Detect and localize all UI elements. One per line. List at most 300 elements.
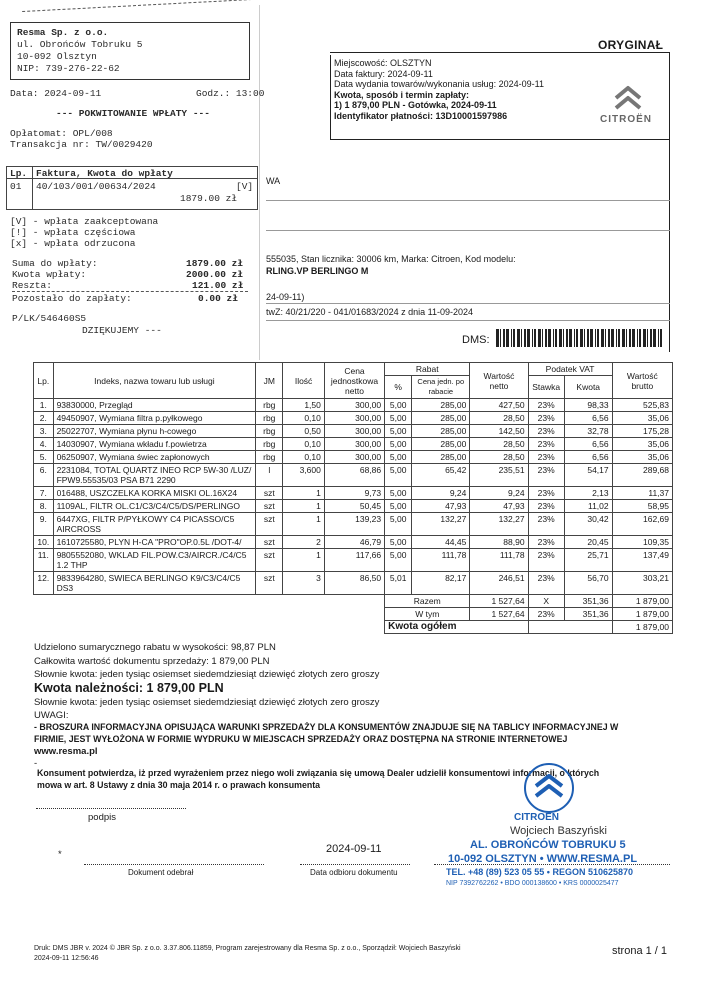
barcode-bar: [608, 329, 610, 347]
cell-cena: 300,00: [324, 451, 384, 464]
cell-cena: 117,66: [324, 549, 384, 572]
barcode-bar: [601, 329, 604, 347]
cell-pct: 5,00: [385, 451, 412, 464]
cell-cena: 50,45: [324, 500, 384, 513]
cell-lp: 1.: [34, 399, 54, 412]
col-cena: Cena jednostkowa netto: [324, 363, 384, 399]
cell-ilosc: 1: [283, 487, 325, 500]
cell-stawka: 23%: [528, 399, 564, 412]
cell-pct: 5,00: [385, 513, 412, 536]
items-body: [34, 399, 673, 634]
info-kwota-value: 1) 1 879,00 PLN - Gotówka, 2024-09-11: [334, 100, 497, 110]
barcode-bar: [618, 329, 620, 347]
barcode-bar: [524, 329, 526, 347]
cell-jm: rbg: [256, 438, 283, 451]
cell-cena: 86,50: [324, 572, 384, 595]
cell-ilosc: 3,600: [283, 464, 325, 487]
barcode-bar: [626, 329, 627, 347]
table-row: [34, 464, 673, 487]
barcode-bar: [580, 329, 583, 347]
barcode-bar: [542, 329, 543, 347]
cell-ilosc: 1: [283, 513, 325, 536]
col-indeks: Indeks, nazwa towaru lub usługi: [53, 363, 256, 399]
cell-cena: 68,86: [324, 464, 384, 487]
cell-jm: szt: [256, 487, 283, 500]
cell-lp: 7.: [34, 487, 54, 500]
barcode-bar: [595, 329, 596, 347]
receipt-sum-divider: [12, 291, 248, 292]
info-miejscowosc: Miejscowość: OLSZTYN: [334, 58, 432, 68]
summary-konsument-1: Konsument potwierdza, iż przed wyrażeniem przez niego woli związania się umową Dealer udzielił konsumentowi informacji, o których: [37, 768, 600, 778]
receipt-kwota-label: Kwota wpłaty:: [12, 269, 87, 280]
summary-calkowita: Całkowita wartość dokumentu sprzedaży: 1 879,00 PLN: [34, 656, 270, 667]
cell-lp: 5.: [34, 451, 54, 464]
cell-po: 82,17: [412, 572, 470, 595]
barcode-bar: [532, 329, 533, 347]
cell-name: 06250907, Wymiana świec zapłonowych: [53, 451, 256, 464]
partial-divider: [266, 200, 670, 201]
cell-name: 49450907, Wymiana filtra p.pyłkowego: [53, 412, 256, 425]
receipt-ref: P/LK/546460S5: [12, 313, 87, 324]
barcode-bar: [637, 329, 638, 347]
cell-name: 2231084, TOTAL QUARTZ INEO RCP 5W-30 /LUZ/ FPW9.55535/03 PSA B71 2290: [53, 464, 256, 487]
receipt-seller-street: ul. Obrońców Tobruku 5: [17, 39, 143, 50]
cell-ilosc: 1: [283, 549, 325, 572]
barcode-bar: [647, 329, 648, 347]
cell-jm: rbg: [256, 399, 283, 412]
cell-ilosc: 2: [283, 536, 325, 549]
cell-lp: 6.: [34, 464, 54, 487]
col-kwota: Kwota: [564, 376, 612, 399]
cell-netto: 28,50: [470, 438, 528, 451]
info-kwota-label: Kwota, sposób i termin zapłaty:: [334, 89, 470, 100]
cell-ilosc: 3: [283, 572, 325, 595]
receipt-row-faktura: 40/103/001/00634/2024: [36, 181, 156, 192]
cell-pct: 5,00: [385, 412, 412, 425]
receipt-operator: Opłatomat: OPL/008: [10, 128, 113, 139]
col-rabat-cena: Cena jedn. po rabacie: [412, 376, 470, 399]
barcode-bar: [496, 329, 499, 347]
cell-ilosc: 0,50: [283, 425, 325, 438]
stamp-line-3: TEL. +48 (89) 523 05 55 • REGON 510625870: [446, 867, 634, 877]
cell-pct: 5,00: [385, 464, 412, 487]
cell-lp: 3.: [34, 425, 54, 438]
cell-pct: 5,00: [385, 536, 412, 549]
summary-rabat: Udzielono sumarycznego rabatu w wysokości: 98,87 PLN: [34, 642, 276, 653]
cell-kwota: 98,33: [564, 399, 612, 412]
citroen-logo: [596, 78, 660, 128]
partial-wa: WA: [266, 176, 281, 186]
data-odbioru-label: Data odbioru dokumentu: [310, 868, 398, 877]
receipt-suma-value: 1879.00 zł: [186, 258, 244, 269]
stamp-brand: CITROËN: [514, 812, 559, 823]
receipt-title: --- POKWITOWANIE WPŁATY ---: [56, 108, 210, 119]
cell-jm: szt: [256, 513, 283, 536]
cell-name: 6447XG, FILTR P/PYŁKOWY C4 PICASSO/C5 AIRCROSS: [53, 513, 256, 536]
cell-brutto: 109,35: [612, 536, 672, 549]
cell-kwota: 30,42: [564, 513, 612, 536]
cell-po: 65,42: [412, 464, 470, 487]
summary-uwagi: UWAGI:: [34, 710, 69, 721]
cell-lp: 2.: [34, 412, 54, 425]
receipt-thanks: DZIĘKUJEMY ---: [82, 325, 162, 336]
wtym-netto: 1 527,64: [470, 608, 528, 621]
barcode-bar: [584, 329, 585, 347]
receipt-items-vline: [32, 166, 33, 210]
cell-stawka: 23%: [528, 536, 564, 549]
col-wartosc-netto: Wartość netto: [470, 363, 528, 399]
wtym-spacer: [34, 608, 385, 621]
barcode-bar: [629, 329, 631, 347]
barcode-bar: [566, 329, 568, 347]
table-row: [34, 438, 673, 451]
barcode-bar: [538, 329, 541, 347]
summary-www: www.resma.pl: [34, 746, 98, 757]
razem-stawka: X: [528, 595, 564, 608]
cell-jm: l: [256, 464, 283, 487]
cell-netto: 235,51: [470, 464, 528, 487]
podpis-line: [36, 808, 186, 809]
cell-po: 285,00: [412, 425, 470, 438]
wtym-row: [34, 608, 673, 621]
cell-brutto: 35,06: [612, 451, 672, 464]
cell-stawka: 23%: [528, 513, 564, 536]
cell-stawka: 23%: [528, 425, 564, 438]
cell-brutto: 162,69: [612, 513, 672, 536]
cell-po: 47,93: [412, 500, 470, 513]
cell-brutto: 35,06: [612, 412, 672, 425]
receipt-tear-line: [22, 0, 252, 12]
barcode-bar: [534, 329, 536, 347]
receipt-col-faktura: Faktura, Kwota do wpłaty: [36, 168, 173, 179]
barcode: [496, 329, 666, 347]
cell-lp: 4.: [34, 438, 54, 451]
col-brutto: Wartość brutto: [612, 363, 672, 399]
col-vat: Podatek VAT: [528, 363, 612, 376]
cell-kwota: 2,13: [564, 487, 612, 500]
cell-netto: 28,50: [470, 412, 528, 425]
cell-name: 14030907, Wymiana wkładu f.powietrza: [53, 438, 256, 451]
footer-timestamp: 2024-09-11 12:56:46: [34, 955, 99, 962]
barcode-bar: [632, 329, 635, 347]
barcode-bar: [553, 329, 554, 347]
cell-name: 1109AL, FILTR OL.C1/C3/C4/C5/DS/PERLINGO: [53, 500, 256, 513]
receipt-seller-nip: NIP: 739-276-22-62: [17, 63, 120, 74]
partial-model: RLING.VP BERLINGO M: [266, 266, 369, 276]
cell-cena: 139,23: [324, 513, 384, 536]
barcode-bar: [639, 329, 641, 347]
cell-jm: rbg: [256, 412, 283, 425]
receipt-reszta-value: 121.00 zł: [192, 280, 244, 291]
receipt-reszta-label: Reszta:: [12, 280, 52, 291]
cell-kwota: 20,45: [564, 536, 612, 549]
kwota-ogolem-value: 1 879,00: [612, 621, 672, 634]
col-ilosc: Ilość: [283, 363, 325, 399]
col-rabat: Rabat: [385, 363, 470, 376]
razem-kwota: 351,36: [564, 595, 612, 608]
cell-cena: 300,00: [324, 399, 384, 412]
cell-kwota: 11,02: [564, 500, 612, 513]
partial-date: 24-09-11): [266, 292, 305, 302]
razem-label: Razem: [385, 595, 470, 608]
barcode-bar: [513, 329, 515, 347]
podpis-label: podpis: [88, 812, 116, 823]
receipt-legend-partial: [!] - wpłata częściowa: [10, 227, 136, 238]
table-row: [34, 536, 673, 549]
cell-ilosc: 0,10: [283, 438, 325, 451]
cell-brutto: 35,06: [612, 438, 672, 451]
razem-row: [34, 595, 673, 608]
cell-ilosc: 0,10: [283, 412, 325, 425]
cell-brutto: 289,68: [612, 464, 672, 487]
col-stawka: Stawka: [528, 376, 564, 399]
original-label: ORYGINAŁ: [598, 38, 664, 52]
barcode-bar: [574, 329, 575, 347]
wtym-kwota: 351,36: [564, 608, 612, 621]
info-identyfikator: Identyfikator płatności: 13D10001597986: [334, 110, 508, 121]
barcode-bar: [653, 329, 656, 347]
partial-divider-4: [266, 320, 670, 321]
cell-pct: 5,00: [385, 487, 412, 500]
razem-spacer: [34, 595, 385, 608]
cell-stawka: 23%: [528, 438, 564, 451]
cell-jm: rbg: [256, 451, 283, 464]
cell-po: 285,00: [412, 399, 470, 412]
partial-vehicle: 555035, Stan licznika: 30006 km, Marka: Citroen, Kod modelu:: [266, 254, 516, 264]
barcode-bar: [517, 329, 520, 347]
barcode-bar: [569, 329, 572, 347]
signature-star: *: [58, 849, 62, 860]
barcode-bar: [500, 329, 501, 347]
barcode-bar: [605, 329, 606, 347]
cell-netto: 47,93: [470, 500, 528, 513]
items-table: [33, 362, 673, 634]
barcode-bar: [597, 329, 599, 347]
kwota-ogolem-row: [34, 621, 673, 634]
kwota-ogolem-spacer: [34, 621, 385, 634]
dms-label: DMS:: [462, 334, 490, 346]
barcode-bar: [555, 329, 557, 347]
cell-jm: rbg: [256, 425, 283, 438]
wtym-stawka: 23%: [528, 608, 564, 621]
cell-stawka: 23%: [528, 412, 564, 425]
cell-stawka: 23%: [528, 451, 564, 464]
cell-brutto: 525,83: [612, 399, 672, 412]
right-frame-line: [669, 52, 670, 352]
info-data-wydania: Data wydania towarów/wykonania usług: 2024-09-11: [334, 79, 544, 89]
cell-pct: 5,00: [385, 549, 412, 572]
cell-kwota: 25,71: [564, 549, 612, 572]
cell-ilosc: 0,10: [283, 451, 325, 464]
cell-netto: 88,90: [470, 536, 528, 549]
receipt-seller-city: 10-092 Olsztyn: [17, 51, 97, 62]
cell-netto: 246,51: [470, 572, 528, 595]
cell-lp: 10.: [34, 536, 54, 549]
barcode-bar: [650, 329, 652, 347]
barcode-bar: [658, 329, 659, 347]
cell-cena: 300,00: [324, 425, 384, 438]
stamp-line-4: NIP 7392762262 • BDO 000138600 • KRS 0000025477: [446, 880, 619, 887]
cell-cena: 300,00: [324, 438, 384, 451]
cell-lp: 12.: [34, 572, 54, 595]
cell-netto: 132,27: [470, 513, 528, 536]
invoice-info: [334, 58, 544, 121]
razem-netto: 1 527,64: [470, 595, 528, 608]
cell-pct: 5,00: [385, 399, 412, 412]
receipt-time: Godz.: 13:00: [196, 88, 265, 99]
receipt-legend-accepted: [V] - wpłata zaakceptowana: [10, 216, 159, 227]
cell-name: 93830000, Przegląd: [53, 399, 256, 412]
cell-netto: 111,78: [470, 549, 528, 572]
barcode-bar: [590, 329, 593, 347]
table-row: [34, 549, 673, 572]
cell-jm: szt: [256, 572, 283, 595]
cell-po: 285,00: [412, 438, 470, 451]
receipt-kwota-value: 2000.00 zł: [186, 269, 244, 280]
cell-stawka: 23%: [528, 549, 564, 572]
cell-po: 44,45: [412, 536, 470, 549]
cell-po: 285,00: [412, 412, 470, 425]
cell-stawka: 23%: [528, 572, 564, 595]
razem-brutto: 1 879,00: [612, 595, 672, 608]
cell-name: 016488, USZCZELKA KORKA MISKI OL.16X24: [53, 487, 256, 500]
barcode-bars: [496, 329, 666, 347]
receipt-pozostalo-value: 0.00 zł: [198, 293, 238, 304]
cell-kwota: 6,56: [564, 438, 612, 451]
barcode-bar: [545, 329, 547, 347]
barcode-bar: [548, 329, 551, 347]
barcode-bar: [576, 329, 578, 347]
cell-cena: 9,73: [324, 487, 384, 500]
table-row: [34, 487, 673, 500]
footer-druk: Druk: DMS JBR v. 2024 © JBR Sp. z o.o. 3.37.806.11859, Program zarejestrowany dla Resma Sp. z o.o., Sporządził: Wojciech Baszyński: [34, 945, 461, 952]
receipt-seller-box: [10, 22, 250, 80]
table-row: [34, 412, 673, 425]
cell-jm: szt: [256, 549, 283, 572]
col-lp: Lp.: [34, 363, 54, 399]
cell-brutto: 137,49: [612, 549, 672, 572]
wtym-brutto: 1 879,00: [612, 608, 672, 621]
col-jm: JM: [256, 363, 283, 399]
receipt-seller-name: Resma Sp. z o.o.: [17, 27, 109, 38]
cell-po: 9,24: [412, 487, 470, 500]
cell-stawka: 23%: [528, 500, 564, 513]
barcode-bar: [622, 329, 625, 347]
summary-slownie-2: Słownie kwota: jeden tysiąc osiemset siedemdziesiąt dziewięć złotych zero groszy: [34, 697, 380, 708]
cell-ilosc: 1,50: [283, 399, 325, 412]
cell-name: 9805552080, WKLAD FIL.POW.C3/AIRCR./C4/C5 1.2 THP: [53, 549, 256, 572]
cell-netto: 9,24: [470, 487, 528, 500]
summary-broszura-1: - BROSZURA INFORMACYJNA OPISUJĄCA WARUNKI SPRZEDAŻY DLA KONSUMENTÓW ZNAJDUJE SIĘ NA TABLICY INFORMACYJNEJ W: [34, 722, 619, 732]
barcode-bar: [660, 329, 662, 347]
summary-slownie-1: Słownie kwota: jeden tysiąc osiemset siedemdziesiąt dziewięć złotych zero groszy: [34, 669, 380, 680]
cell-lp: 9.: [34, 513, 54, 536]
receipt-col-lp: Lp.: [10, 168, 28, 179]
barcode-bar: [506, 329, 509, 347]
cell-pct: 5,00: [385, 438, 412, 451]
cell-kwota: 54,17: [564, 464, 612, 487]
table-row: [34, 500, 673, 513]
odebral-label: Dokument odebrał: [128, 868, 194, 877]
cell-ilosc: 1: [283, 500, 325, 513]
cell-lp: 11.: [34, 549, 54, 572]
cell-pct: 5,00: [385, 425, 412, 438]
receipt-row-lp: 01: [10, 181, 22, 192]
cell-cena: 46,79: [324, 536, 384, 549]
cell-kwota: 56,70: [564, 572, 612, 595]
barcode-bar: [503, 329, 505, 347]
summary-konsument-2: mowa w art. 8 Ustawy z dnia 30 maja 2014 r. o prawach konsumenta: [37, 780, 321, 790]
kwota-ogolem-label: Kwota ogółem: [385, 621, 528, 634]
barcode-bar: [611, 329, 614, 347]
stamp-line-2: 10-092 OLSZTYN • WWW.RESMA.PL: [448, 853, 638, 865]
cell-brutto: 58,95: [612, 500, 672, 513]
partial-divider-2: [266, 230, 670, 231]
col-rabat-pct: %: [385, 376, 412, 399]
cell-netto: 142,50: [470, 425, 528, 438]
barcode-bar: [511, 329, 512, 347]
table-row: [34, 572, 673, 595]
partial-zlecenie: twZ: 40/21/220 - 041/01683/2024 z dnia 11-09-2024: [266, 307, 473, 317]
cell-lp: 8.: [34, 500, 54, 513]
receipt-transaction: Transakcja nr: TW/0029420: [10, 139, 153, 150]
table-row: [34, 513, 673, 536]
summary-naleznosc: Kwota należności: 1 879,00 PLN: [34, 681, 224, 695]
partial-divider-3: [266, 303, 670, 304]
cell-brutto: 175,28: [612, 425, 672, 438]
cell-cena: 300,00: [324, 412, 384, 425]
barcode-bar: [616, 329, 617, 347]
receipt-row-amount: 1879.00 zł: [180, 193, 238, 204]
receipt-row-flag: [V]: [236, 181, 254, 192]
barcode-bar: [643, 329, 646, 347]
cell-jm: szt: [256, 500, 283, 513]
info-data-faktury: Data faktury: 2024-09-11: [334, 68, 433, 79]
stamp-signer: Wojciech Baszyński: [510, 825, 607, 837]
kwota-ogolem-gap: [528, 621, 612, 634]
cell-po: 132,27: [412, 513, 470, 536]
cell-stawka: 23%: [528, 464, 564, 487]
cell-pct: 5,01: [385, 572, 412, 595]
cell-name: 1610725580, PLYN H-CA "PRO"OP.0.5L /DOT-4/: [53, 536, 256, 549]
summary-dash: -: [34, 758, 38, 769]
cell-pct: 5,00: [385, 500, 412, 513]
cell-kwota: 32,78: [564, 425, 612, 438]
barcode-bar: [587, 329, 589, 347]
odebral-line: [84, 864, 264, 865]
cell-jm: szt: [256, 536, 283, 549]
table-row: [34, 451, 673, 464]
receipt-suma-label: Suma do wpłaty:: [12, 258, 98, 269]
receipt-pozostalo-label: Pozostało do zapłaty:: [12, 293, 132, 304]
stamp-line-1: AL. OBROŃCÓW TOBRUKU 5: [470, 839, 626, 851]
cell-brutto: 11,37: [612, 487, 672, 500]
cell-netto: 28,50: [470, 451, 528, 464]
table-row: [34, 399, 673, 412]
footer-page: strona 1 / 1: [612, 945, 668, 957]
citroen-wordmark: CITROËN: [600, 114, 652, 125]
barcode-bar: [559, 329, 562, 347]
data-odbioru-line: [300, 864, 410, 865]
barcode-bar: [521, 329, 522, 347]
cell-brutto: 303,21: [612, 572, 672, 595]
cell-po: 285,00: [412, 451, 470, 464]
cell-stawka: 23%: [528, 487, 564, 500]
cell-netto: 427,50: [470, 399, 528, 412]
receipt-date: Data: 2024-09-11: [10, 88, 102, 99]
signature-date: 2024-09-11: [326, 843, 382, 855]
receipt-legend-rejected: [x] - wpłata odrzucona: [10, 238, 136, 249]
